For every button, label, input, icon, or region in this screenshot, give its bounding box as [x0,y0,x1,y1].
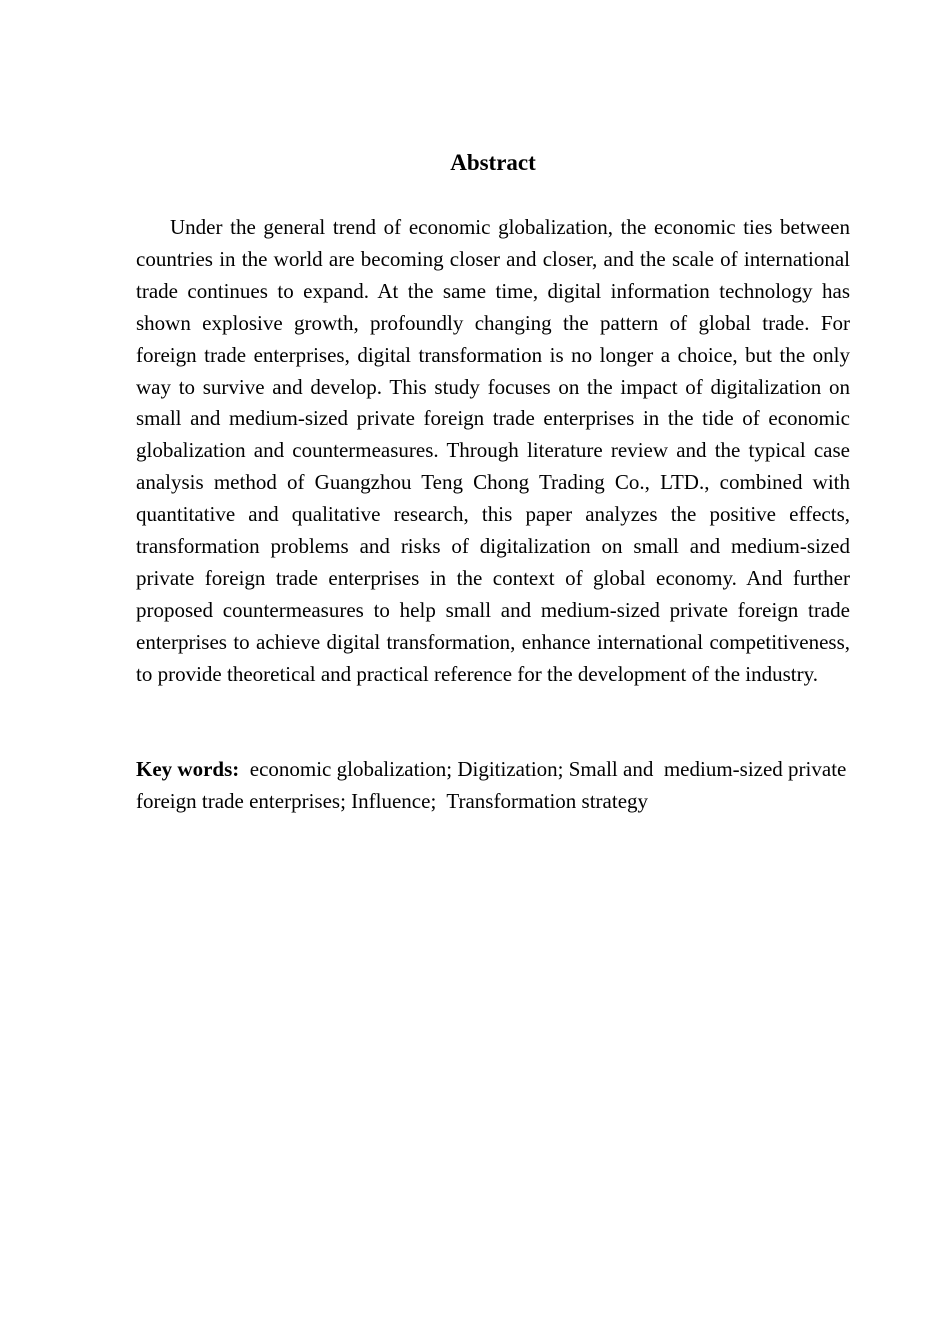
keywords-label: Key words: [136,757,240,781]
abstract-title: Abstract [450,150,536,175]
keywords-line [136,754,850,818]
keywords-text: economic globalization; Digitization; Small and medium-sized private foreign trade enterprises; Influence; Transformation strategy [136,757,852,813]
abstract-paragraph: Under the general trend of economic globalization, the economic ties between countries in the world are becoming closer and closer, and the scale of international trade continues to expand. At the same time, digital information technology has shown explosive growth, profoundly changing the pattern of global trade. For foreign trade enterprises, digital transformation is no longer a choice, but the only way to survive and develop. This study focuses on the impact of digitalization on small and medium-sized private foreign trade enterprises in the tide of economic globalization and countermeasures. Through literature review and the typical case analysis method of Guangzhou Teng Chong Trading Co., LTD., combined with quantitative and qualitative research, this paper analyzes the positive effects, transformation problems and risks of digitalization on small and medium-sized private foreign trade enterprises in the context of global economy. And further proposed countermeasures to help small and medium-sized private foreign trade enterprises to achieve digital transformation, enhance international competitiveness, to provide theoretical and practical reference for the development of the industry. [136,215,850,686]
